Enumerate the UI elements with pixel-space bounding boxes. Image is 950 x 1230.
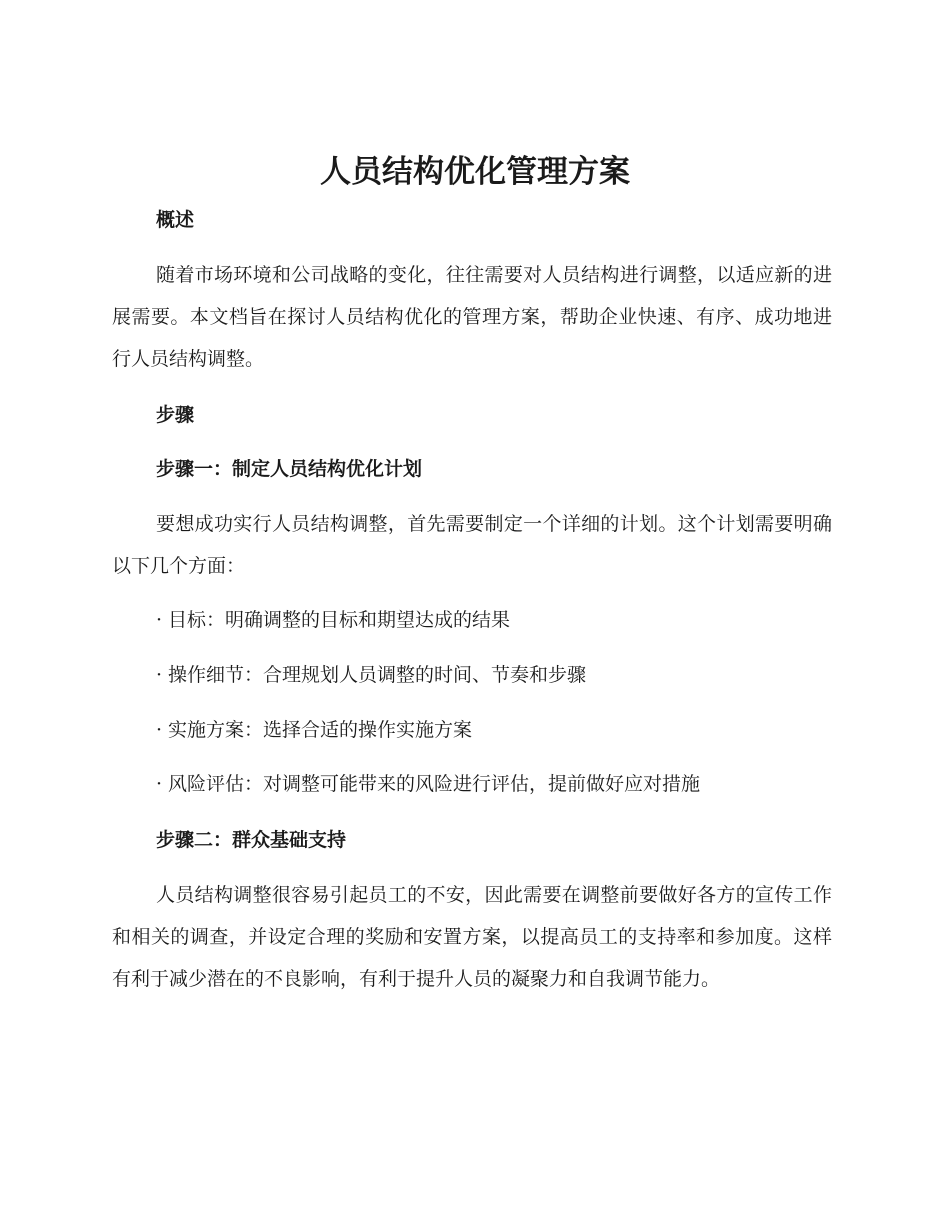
list-item [156, 715, 472, 745]
bullet-marker: · [156, 664, 163, 686]
bullet-text: 目标：明确调整的目标和期望达成的结果 [168, 609, 511, 631]
list-item [156, 769, 700, 799]
bullet-text: 实施方案：选择合适的操作实施方案 [168, 719, 473, 741]
bullet-marker: · [156, 609, 163, 631]
bullet-text: 风险评估：对调整可能带来的风险进行评估，提前做好应对措施 [168, 773, 701, 795]
step2-paragraph: 人员结构调整很容易引起员工的不安，因此需要在调整前要做好各方的宣传工作和相关的调查，并设定合理的奖励和安置方案，以提高员工的支持率和参加度。这样有利于减少潜在的不良影响，有利于提升人员的凝聚力和自我调节能力。 [112, 884, 832, 990]
bullet-marker: · [156, 773, 163, 795]
steps-heading: 步骤 [156, 404, 195, 426]
step1-heading: 步骤一：制定人员结构优化计划 [156, 458, 423, 480]
step1-paragraph: 要想成功实行人员结构调整，首先需要制定一个详细的计划。这个计划需要明确以下几个方面： [112, 513, 832, 577]
overview-heading: 概述 [156, 209, 195, 231]
document-title: 人员结构优化管理方案 [320, 154, 630, 190]
bullet-text: 操作细节：合理规划人员调整的时间、节奏和步骤 [168, 664, 587, 686]
step2-heading: 步骤二：群众基础支持 [156, 829, 347, 851]
list-item [156, 605, 510, 635]
overview-paragraph: 随着市场环境和公司战略的变化，往往需要对人员结构进行调整，以适应新的进展需要。本文档旨在探讨人员结构优化的管理方案，帮助企业快速、有序、成功地进行人员结构调整。 [112, 264, 832, 370]
list-item [156, 660, 586, 690]
bullet-marker: · [156, 719, 163, 741]
